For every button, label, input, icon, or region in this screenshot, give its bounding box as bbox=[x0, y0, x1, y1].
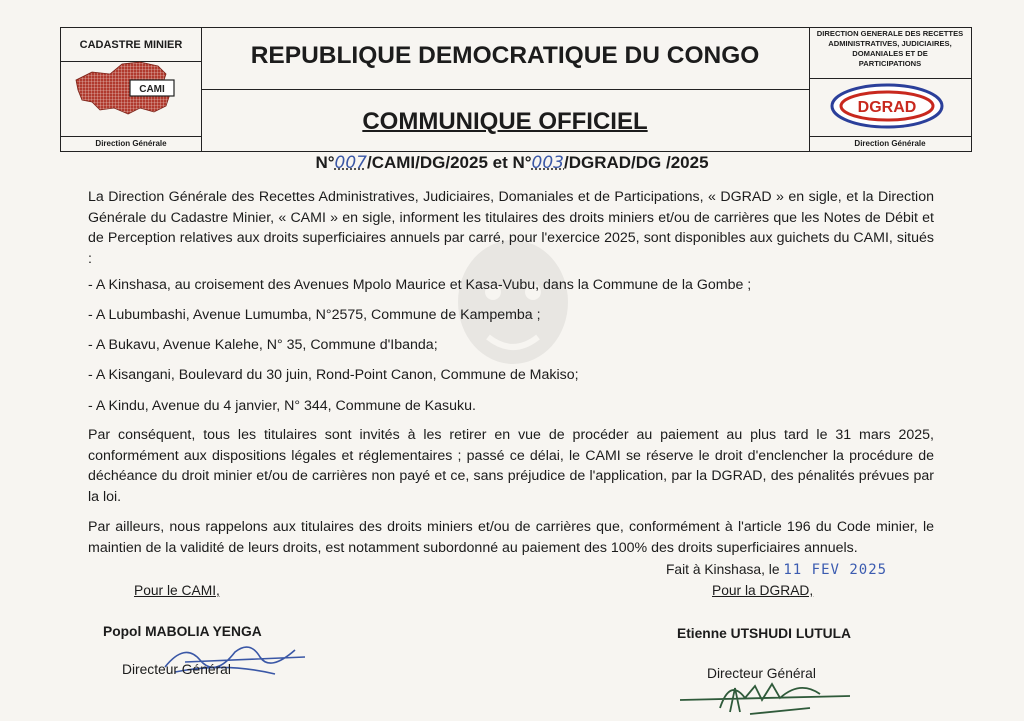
header-divider-right-top bbox=[809, 78, 971, 79]
location-kinshasa: - A Kinshasa, au croisement des Avenues Mpolo Maurice et Kasa-Vubu, dans la Commune de la Gombe ; bbox=[88, 277, 752, 293]
location-kisangani: - A Kisangani, Boulevard du 30 juin, Rond-Point Canon, Commune de Makiso; bbox=[88, 367, 579, 383]
cami-number-handwritten: 007 bbox=[334, 153, 367, 173]
payment-paragraph: Par conséquent, tous les titulaires sont invités à les retirer en vue de procéder au paiement au plus tard le 31 mars 2025, conformément aux dispositions légales et réglementaires ; passé ce délai, le CAMI se réserve le droit d'enclencher la procédure de déchéance du droit minier et/ou de carrières non payé et ce, sans préjudice de l'application, par la DGRAD, des pénalités prévues par la loi. bbox=[88, 427, 934, 505]
reference-number: N°007/CAMI/DG/2025 et N°003/DGRAD/DG /2025 bbox=[315, 153, 709, 173]
cami-logo bbox=[70, 60, 196, 116]
location-lubumbashi: - A Lubumbashi, Avenue Lumumba, N°2575, Commune de Kampemba ; bbox=[88, 307, 541, 323]
header-divider-left-bottom bbox=[61, 136, 201, 137]
header-divider-center bbox=[201, 89, 809, 90]
dgrad-signature bbox=[660, 668, 860, 720]
dgrad-logo bbox=[829, 82, 945, 130]
intro-paragraph: La Direction Générale des Recettes Administratives, Judiciaires, Domaniales et de Participations, « DGRAD » en sigle, et la Direction Générale du Cadastre Minier, « CAMI » en sigle, informent les titulaires des droits miniers et/ou de carrières que les Notes de Débit et de Perception relatives aux droits superficiaires annuels par carré, pour l'exercice 2025, sont disponibles aux guichets du CAMI, situés : bbox=[88, 189, 934, 267]
header-divider-right-bottom bbox=[809, 136, 971, 137]
cami-signatory-role: Directeur Général bbox=[122, 662, 231, 677]
country-title: REPUBLIQUE DEMOCRATIQUE DU CONGO bbox=[250, 42, 760, 69]
cami-signatory-name: Popol MABOLIA YENGA bbox=[103, 624, 262, 639]
cami-for-label: Pour le CAMI, bbox=[134, 583, 220, 598]
cadastre-minier-label: CADASTRE MINIER bbox=[79, 39, 183, 51]
reminder-paragraph: Par ailleurs, nous rappelons aux titulaires des droits miniers et/ou de carrières que, conformément à l'article 196 du Code minier, le maintien de la validité de leurs droits, est notamment subordonné au paiement des 100% des droits superficiaires annuels. bbox=[88, 519, 934, 556]
svg-text:CAMI: CAMI bbox=[139, 84, 165, 95]
location-kindu: - A Kindu, Avenue du 4 janvier, N° 344, Commune de Kasuku. bbox=[88, 398, 476, 414]
cami-direction-label: Direction Générale bbox=[95, 139, 167, 148]
header-box bbox=[60, 27, 972, 152]
dgrad-for-label: Pour la DGRAD, bbox=[712, 583, 814, 598]
dgrad-full-name: DIRECTION GENERALE DES RECETTES ADMINISTRATIVES, JUDICIAIRES, DOMANIALES ET DE PARTICIPATIONS bbox=[816, 29, 964, 68]
location-bukavu: - A Bukavu, Avenue Kalehe, N° 35, Commune d'Ibanda; bbox=[88, 337, 438, 353]
date-stamp: 11 FEV 2025 bbox=[783, 562, 888, 578]
dgrad-number-handwritten: 003 bbox=[531, 153, 564, 173]
place-date: Fait à Kinshasa, le 11 FEV 2025 bbox=[666, 562, 888, 578]
svg-text:DGRAD: DGRAD bbox=[857, 99, 917, 116]
dgrad-signatory-name: Etienne UTSHUDI LUTULA bbox=[677, 626, 851, 641]
communique-title: COMMUNIQUE OFFICIEL bbox=[362, 108, 648, 135]
dgrad-signatory-role: Directeur Général bbox=[707, 666, 816, 681]
dgrad-direction-label: Direction Générale bbox=[854, 139, 926, 148]
